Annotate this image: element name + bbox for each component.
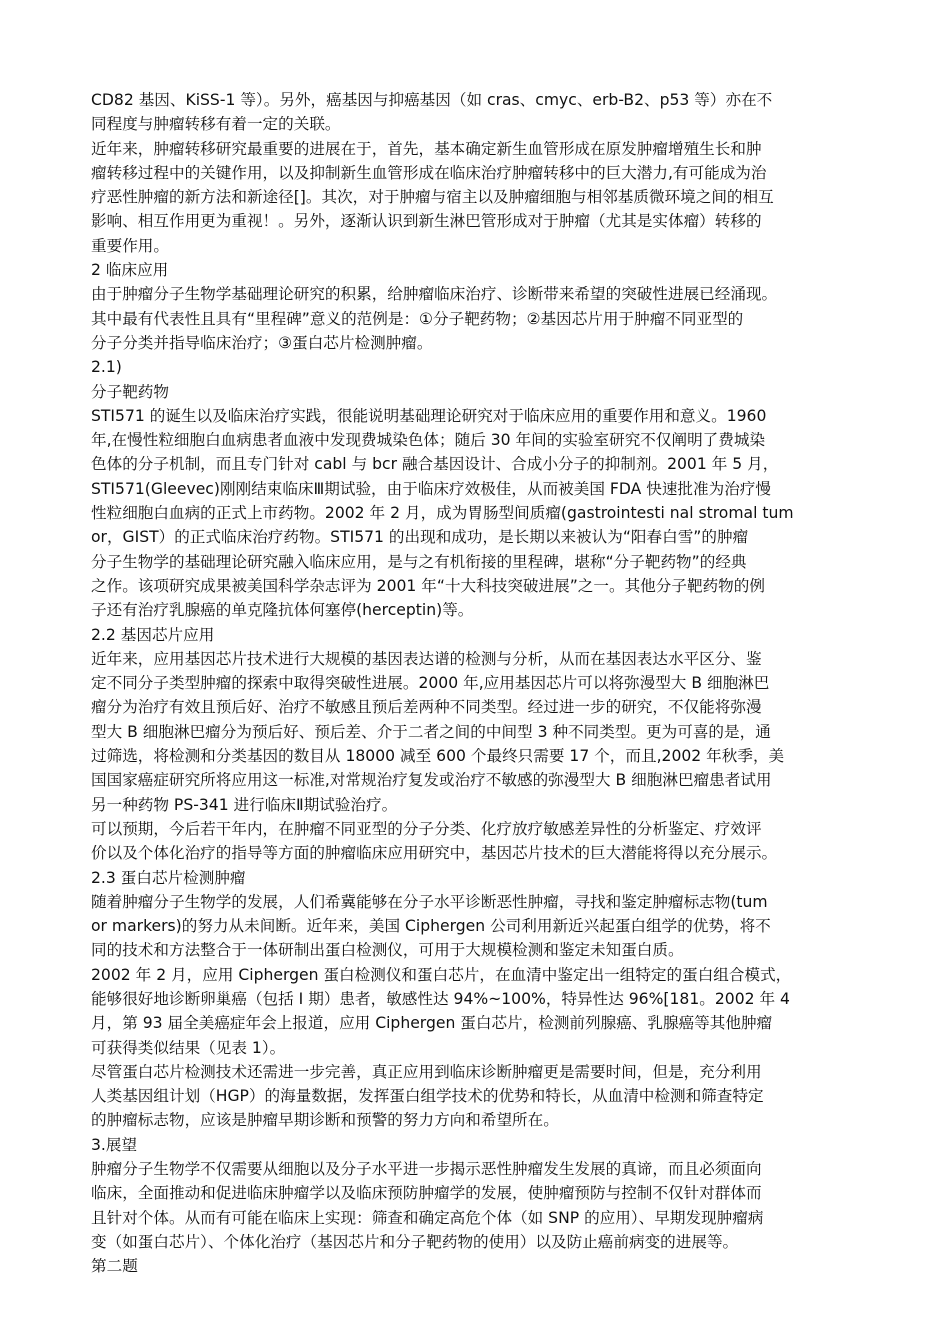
- text-line: or，GIST）的正式临床治疗药物。STI571 的出现和成功，是长期以来被认为“阳春白雪”的肿瘤: [91, 528, 749, 547]
- text-line: 且针对个体。从而有可能在临床上实现：筛查和确定高危个体（如 SNP 的应用）、早期发现肿瘤病: [91, 1208, 764, 1227]
- text-line: 疗恶性肿瘤的新方法和新途径[]。其次，对于肿瘤与宿主以及肿瘤细胞与相邻基质微环境之间的相互: [91, 188, 774, 207]
- text-line: 定不同分子类型肿瘤的探索中取得突破性进展。2000 年,应用基因芯片可以将弥漫型大 B 细胞淋巴: [91, 674, 770, 693]
- text-line: 月，第 93 届全美癌症年会上报道，应用 Ciphergen 蛋白芯片，检测前列腺癌、乳腺癌等其他肿瘤: [91, 1014, 773, 1033]
- text-line: 肿瘤分子生物学不仅需要从细胞以及分子水平进一步揭示恶性肿瘤发生发展的真谛，而且必须面向: [91, 1160, 762, 1179]
- text-line: 之作。该项研究成果被美国科学杂志评为 2001 年“十大科技突破进展”之一。其他分子靶药物的例: [91, 576, 765, 595]
- text-line: 近年来，肿瘤转移研究最重要的进展在于，首先，基本确定新生血管形成在原发肿瘤增殖生长和肿: [91, 139, 762, 158]
- text-line: 由于肿瘤分子生物学基础理论研究的积累，给肿瘤临床治疗、诊断带来希望的突破性进展已经涌现。: [91, 285, 778, 304]
- text-line: 子还有治疗乳腺癌的单克隆抗体何塞停(herceptin)等。: [91, 601, 474, 620]
- text-line: STI571 的诞生以及临床治疗实践，很能说明基础理论研究对于临床应用的重要作用和意义。1960: [91, 406, 767, 425]
- section-heading: 2 临床应用: [91, 261, 169, 280]
- text-line: 过筛选，将检测和分类基因的数目从 18000 减至 600 个最终只需要 17 个，而且,2002 年秋季，美: [91, 747, 785, 766]
- text-line: 影响、相互作用更为重视！。另外，逐渐认识到新生淋巴管形成对于肿瘤（尤其是实体瘤）转移的: [91, 212, 762, 231]
- text-line: 其中最有代表性且具有“里程碑”意义的范例是：①分子靶药物；②基因芯片用于肿瘤不同亚型的: [91, 309, 744, 328]
- text-line: 近年来，应用基因芯片技术进行大规模的基因表达谱的检测与分析，从而在基因表达水平区分、鉴: [91, 649, 762, 668]
- text-line: CD82 基因、KiSS-1 等）。另外，癌基因与抑癌基因（如 cras、cmyc、erb-B2、p53 等）亦在不: [91, 91, 773, 109]
- section-heading: 2.3 蛋白芯片检测肿瘤: [91, 868, 246, 887]
- text-line: 色体的分子机制，而且专门针对 cabl 与 bcr 融合基因设计、合成小分子的抑制剂。2001 年 5 月，: [91, 455, 779, 474]
- text-line: 能够很好地诊断卵巢癌（包括 I 期）患者，敏感性达 94%~100%，特异性达 96%[181。2002 年 4: [91, 989, 790, 1008]
- text-line: 性粒细胞白血病的正式上市药物。2002 年 2 月，成为胃肠型间质瘤(gastrointesti nal stromal tum: [91, 504, 794, 523]
- text-line: 2002 年 2 月，应用 Ciphergen 蛋白检测仪和蛋白芯片，在血清中鉴定出一组特定的蛋白组合模式，: [91, 965, 792, 984]
- text-line: 重要作用。: [91, 236, 169, 255]
- text-line: 另一种药物 PS-341 进行临床Ⅱ期试验治疗。: [91, 795, 398, 814]
- text-line: 的肿瘤标志物，应该是肿瘤早期诊断和预警的努力方向和希望所在。: [91, 1111, 559, 1130]
- text-line: or markers)的努力从未间断。近年来，美国 Ciphergen 公司利用新近兴起蛋白组学的优势，将不: [91, 917, 771, 936]
- text-line: STI571(Gleevec)刚刚结束临床Ⅲ期试验，由于临床疗效极佳，从而被美国 FDA 快速批准为治疗慢: [91, 479, 771, 498]
- text-line: 国国家癌症研究所将应用这一标准,对常规治疗复发或治疗不敏感的弥漫型大 B 细胞淋巴瘤患者试用: [91, 771, 772, 790]
- text-line: 可以预期，今后若干年内，在肿瘤不同亚型的分子分类、化疗放疗敏感差异性的分析鉴定、疗效评: [91, 819, 762, 838]
- section-heading: 2.1): [91, 358, 122, 377]
- section-heading: 分子靶药物: [91, 382, 169, 401]
- text-line: 变（如蛋白芯片）、个体化治疗（基因芯片和分子靶药物的使用）以及防止癌前病变的进展等。: [91, 1232, 739, 1251]
- text-line: 随着肿瘤分子生物学的发展，人们希冀能够在分子水平诊断恶性肿瘤，寻找和鉴定肿瘤标志物(tum: [91, 892, 768, 911]
- text-line: 价以及个体化治疗的指导等方面的肿瘤临床应用研究中，基因芯片技术的巨大潜能将得以充分展示。: [91, 844, 778, 863]
- section-heading: 2.2 基因芯片应用: [91, 625, 215, 644]
- section-heading: 3.展望: [91, 1135, 138, 1154]
- text-line: 年,在慢性粒细胞白血病患者血液中发现费城染色体；随后 30 年间的实验室研究不仅阐明了费城染: [91, 431, 766, 450]
- text-line: 人类基因组计划（HGP）的海量数据，发挥蛋白组学技术的优势和特长，从血清中检测和筛查特定: [91, 1087, 764, 1106]
- text-line: 尽管蛋白芯片检测技术还需进一步完善，真正应用到临床诊断肿瘤更是需要时间，但是，充分利用: [91, 1062, 762, 1081]
- document-body: [91, 88, 861, 1279]
- text-line: 瘤分为治疗有效且预后好、治疗不敏感且预后差两种不同类型。经过进一步的研究，不仅能将弥漫: [91, 698, 762, 717]
- text-line: 临床，全面推动和促进临床肿瘤学以及临床预防肿瘤学的发展，使肿瘤预防与控制不仅针对群体而: [91, 1184, 762, 1203]
- footer-label: 第二题: [91, 1257, 138, 1276]
- text-line: 分子生物学的基础理论研究融入临床应用，是与之有机衔接的里程碑，堪称“分子靶药物”的经典: [91, 552, 747, 571]
- text-line: 型大 B 细胞淋巴瘤分为预后好、预后差、介于二者之间的中间型 3 种不同类型。更为可喜的是，通: [91, 722, 771, 741]
- text-line: 同的技术和方法整合于一体研制出蛋白检测仪，可用于大规模检测和鉴定未知蛋白质。: [91, 941, 684, 960]
- text-line: 同程度与肿瘤转移有着一定的关联。: [91, 115, 341, 134]
- text-line: 分子分类并指导临床治疗；③蛋白芯片检测肿瘤。: [91, 333, 433, 352]
- text-line: 瘤转移过程中的关键作用，以及抑制新生血管形成在临床治疗肿瘤转移中的巨大潜力,有可能成为治: [91, 163, 767, 182]
- text-line: 可获得类似结果（见表 1）。: [91, 1038, 286, 1057]
